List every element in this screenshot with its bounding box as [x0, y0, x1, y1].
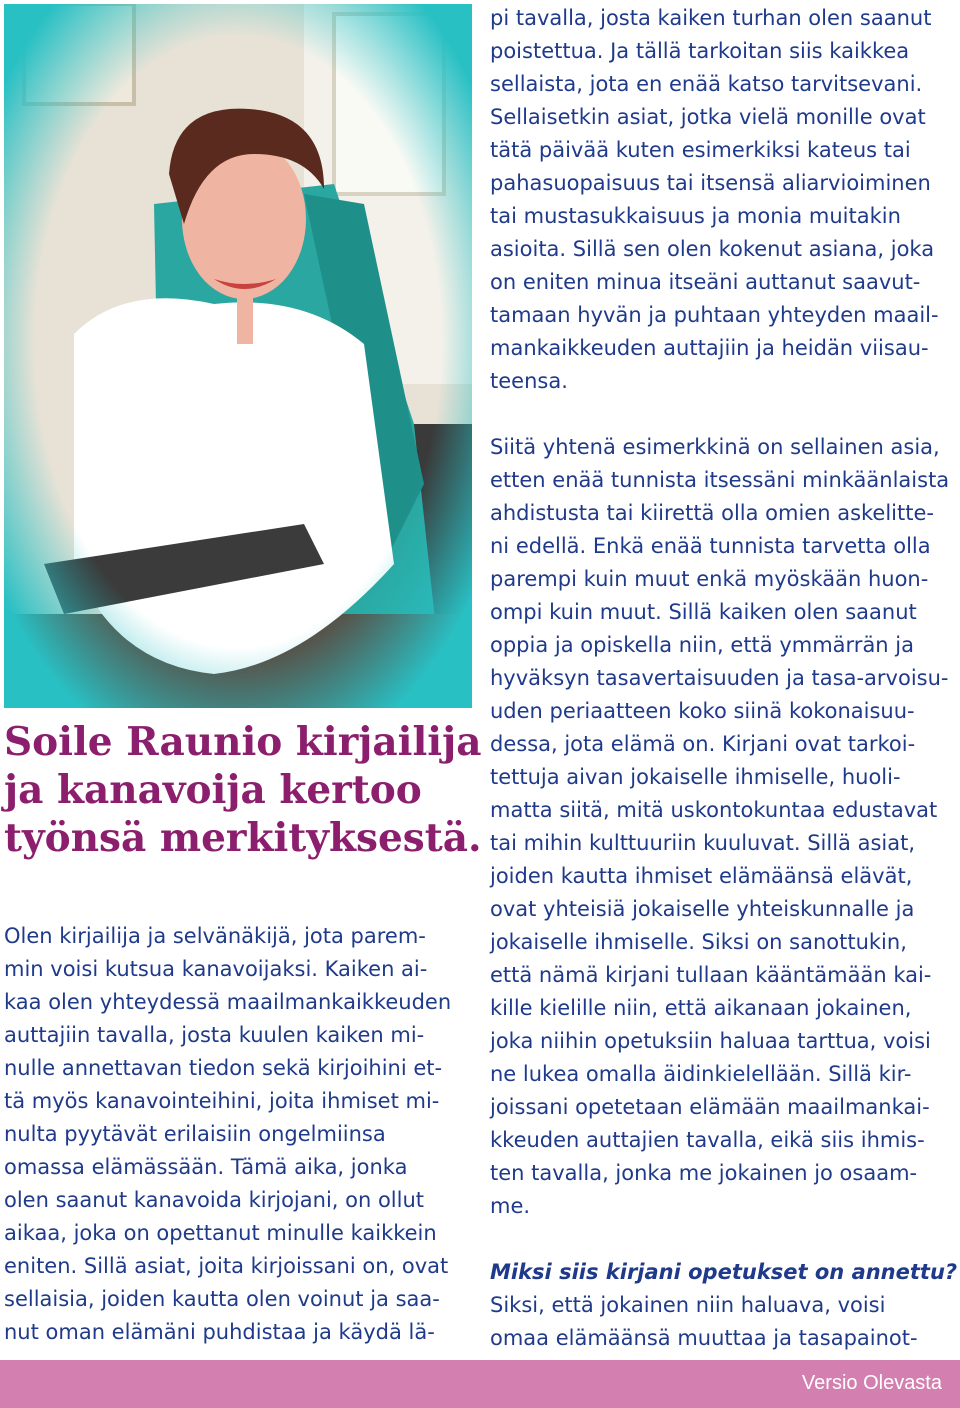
- headline-line: Soile Raunio kirjailija: [4, 719, 482, 765]
- text-line: Siksi, että jokainen niin haluava, voisi: [490, 1293, 886, 1317]
- text-line: on eniten minua itseäni auttanut saavut-: [490, 270, 921, 294]
- text-line: pahasuopaisuus tai itsensä aliarvioiminen: [490, 171, 931, 195]
- text-line: mankaikkeuden auttajiin ja heidän viisau-: [490, 336, 929, 360]
- text-line: pi tavalla, josta kaiken turhan olen saanut: [490, 6, 932, 30]
- article-headline: [4, 718, 482, 862]
- headline-line: työnsä merkityksestä.: [4, 815, 482, 861]
- text-line: nut oman elämäni puhdistaa ja käydä lä-: [4, 1320, 435, 1344]
- text-line: uden periaatteen koko siinä kokonaisuu-: [490, 699, 915, 723]
- text-line: sellaista, jota en enää katso tarvitsevani.: [490, 72, 923, 96]
- text-line: nulta pyytävät erilaisiin ongelmiinsa: [4, 1122, 386, 1146]
- text-line: olen saanut kanavoida kirjojani, on ollut: [4, 1188, 425, 1212]
- text-line: nulle annettavan tiedon sekä kirjoihini et-: [4, 1056, 443, 1080]
- text-line: teensa.: [490, 369, 568, 393]
- text-line: asioita. Sillä sen olen kokenut asiana, joka: [490, 237, 935, 261]
- text-line: joissani opetetaan elämään maailmankai-: [490, 1095, 930, 1119]
- text-line: parempi kuin muut enkä myöskään huon-: [490, 567, 929, 591]
- text-line: omaa elämäänsä muuttaa ja tasapainot-: [490, 1326, 918, 1350]
- text-line: tai mustasukkaisuus ja monia muitakin: [490, 204, 901, 228]
- paragraph-1: [490, 2, 960, 398]
- text-line: eniten. Sillä asiat, joita kirjoissani on, ovat: [4, 1254, 449, 1278]
- text-line: kille kielille niin, että aikanaan jokainen,: [490, 996, 912, 1020]
- text-line: tai mihin kulttuuriin kuuluvat. Sillä asiat,: [490, 831, 916, 855]
- text-line: aikaa, joka on opettanut minulle kaikkein: [4, 1221, 437, 1245]
- text-line: sellaisia, joiden kautta olen voinut ja saa-: [4, 1287, 440, 1311]
- paragraph-2: [490, 431, 960, 1223]
- author-photo: [4, 4, 472, 708]
- text-line: ne lukea omalla äidinkielellään. Sillä kir-: [490, 1062, 912, 1086]
- text-line: auttajiin tavalla, josta kuulen kaiken mi-: [4, 1023, 425, 1047]
- right-text-column: [490, 2, 960, 1355]
- text-line: tätä päivää kuten esimerkiksi kateus tai: [490, 138, 911, 162]
- text-line: me.: [490, 1194, 531, 1218]
- text-line: ten tavalla, jonka me jokainen jo osaam-: [490, 1161, 918, 1185]
- text-line: ovat yhteisiä jokaiselle yhteiskunnalle ja: [490, 897, 915, 921]
- text-line: poistettua. Ja tällä tarkoitan siis kaikkea: [490, 39, 910, 63]
- footer-bar: [0, 1360, 960, 1408]
- text-line: hyväksyn tasavertaisuuden ja tasa-arvoisu-: [490, 666, 949, 690]
- text-line: ompi kuin muut. Sillä kaiken olen saanut: [490, 600, 917, 624]
- footer-label: Versio Olevasta: [801, 1372, 942, 1394]
- left-text-column: [4, 920, 474, 1349]
- text-line: tettuja aivan jokaiselle ihmiselle, huoli-: [490, 765, 901, 789]
- text-line: etten enää tunnista itsessäni minkäänlaista: [490, 468, 950, 492]
- text-line: jokaiselle ihmiselle. Siksi on sanottukin,: [490, 930, 907, 954]
- text-line: että nämä kirjani tullaan kääntämään kai-: [490, 963, 932, 987]
- text-line: ahdistusta tai kiirettä olla omien askelitte-: [490, 501, 934, 525]
- text-line: min voisi kutsua kanavoijaksi. Kaiken ai-: [4, 957, 428, 981]
- text-line: dessa, jota elämä on. Kirjani ovat tarkoi-: [490, 732, 916, 756]
- text-line: joka niihin opetuksiin haluaa tarttua, voisi: [490, 1029, 931, 1053]
- text-line: oppia ja opiskella niin, että ymmärrän ja: [490, 633, 914, 657]
- text-line: tamaan hyvän ja puhtaan yhteyden maail-: [490, 303, 939, 327]
- text-line: Siitä yhtenä esimerkkinä on sellainen asia,: [490, 435, 940, 459]
- text-line: joiden kautta ihmiset elämäänsä elävät,: [490, 864, 913, 888]
- question-subheading: Miksi siis kirjani opetukset on annettu?: [490, 1260, 958, 1284]
- text-line: ni edellä. Enkä enää tunnista tarvetta olla: [490, 534, 931, 558]
- author-portrait-image: [4, 4, 472, 708]
- text-line: Sellaisetkin asiat, jotka vielä monille ovat: [490, 105, 926, 129]
- text-line: matta siitä, mitä uskontokuntaa edustavat: [490, 798, 938, 822]
- headline-line: ja kanavoija kertoo: [4, 767, 422, 813]
- text-line: tä myös kanavointeihini, joita ihmiset mi-: [4, 1089, 440, 1113]
- text-line: kaa olen yhteydessä maailmankaikkeuden: [4, 990, 452, 1014]
- text-line: omassa elämässään. Tämä aika, jonka: [4, 1155, 408, 1179]
- text-line: Olen kirjailija ja selvänäkijä, jota parem-: [4, 924, 426, 948]
- text-line: kkeuden auttajien tavalla, eikä siis ihmis-: [490, 1128, 925, 1152]
